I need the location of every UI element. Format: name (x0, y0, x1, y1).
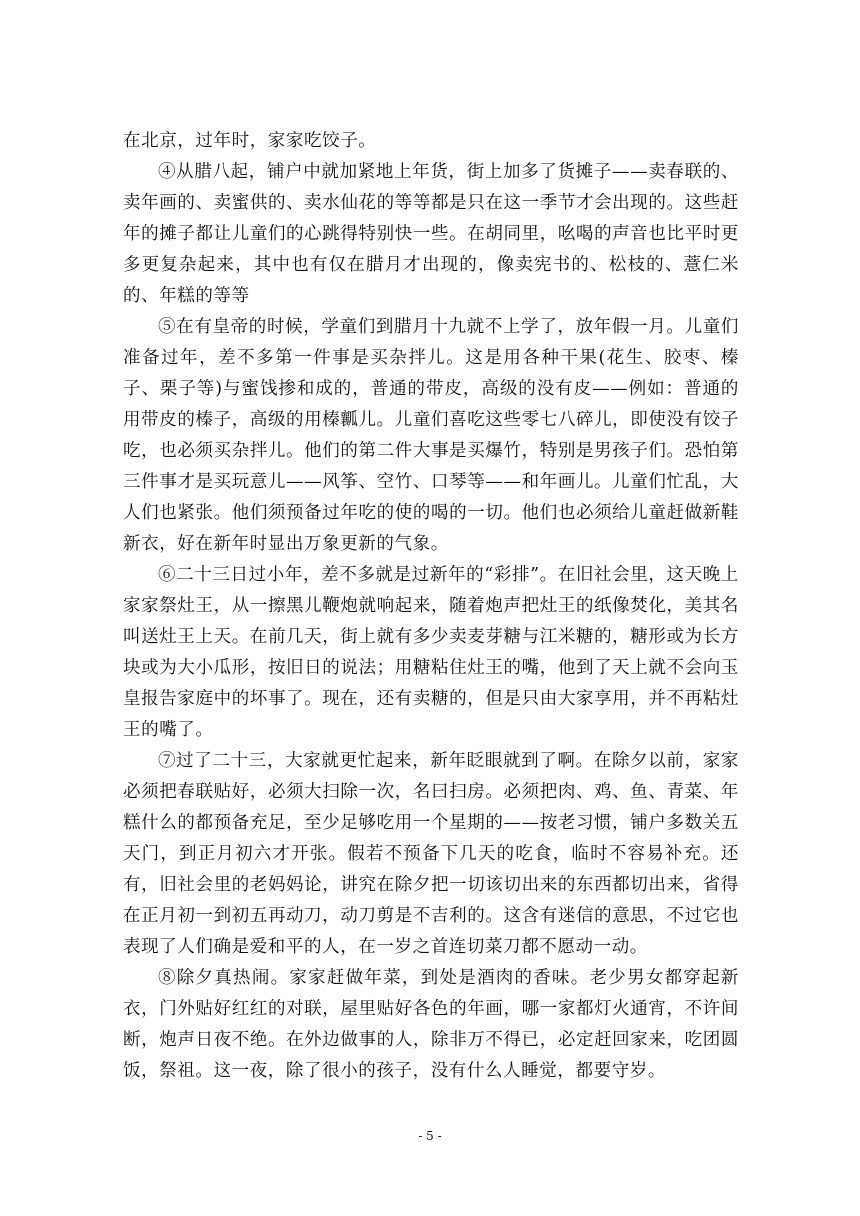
page-number: - 5 - (418, 1129, 442, 1143)
article-body (123, 126, 739, 1087)
paragraph-7: ⑦过了二十三，大家就更忙起来，新年眨眼就到了啊。在除夕以前，家家必须把春联贴好，必须大扫除一次，名曰扫房。必须把肉、鸡、鱼、青菜、年糕什么的都预备充足，至少足够吃用一个星期的——按老习惯，铺户多数关五天门，到正月初六才开张。假若不预备下几天的吃食，临时不容易补充。还有，旧社会里的老妈妈论，讲究在除夕把一切该切出来的东西都切出来，省得在正月初一到初五再动刀，动刀剪是不吉利的。这含有迷信的意思，不过它也表现了人们确是爱和平的人，在一岁之首连切菜刀都不愿动一动。 (123, 751, 739, 957)
paragraph-intro: 在北京，过年时，家家吃饺子。 (123, 131, 377, 151)
paragraph-4: ④从腊八起，铺户中就加紧地上年货，街上加多了货摊子——卖春联的、卖年画的、卖蜜供的、卖水仙花的等等都是只在这一季节才会出现的。这些赶年的摊子都让儿童们的心跳得特别快一些。在胡同里，吆喝的声音也比平时更多更复杂起来，其中也有仅在腊月才出现的，像卖宪书的、松枝的、薏仁米的、年糕的等等 (123, 162, 739, 306)
paragraph-6: ⑥二十三日过小年，差不多就是过新年的“彩排”。在旧社会里，这天晚上家家祭灶王，从一擦黑儿鞭炮就响起来，随着炮声把灶王的纸像焚化，美其名叫送灶王上天。在前几天，街上就有多少卖麦芽糖与江米糖的，糖形或为长方块或为大小瓜形，按旧日的说法；用糖粘住灶王的嘴，他到了天上就不会向玉皇报告家庭中的坏事了。现在，还有卖糖的，但是只由大家享用，并不再粘灶王的嘴了。 (123, 565, 739, 740)
paragraph-8: ⑧除夕真热闹。家家赶做年菜，到处是酒肉的香味。老少男女都穿起新衣，门外贴好红红的对联，屋里贴好各色的年画，哪一家都灯火通宵，不许间断，炮声日夜不绝。在外边做事的人，除非万不得已，必定赶回家来，吃团圆饭，祭祖。这一夜，除了很小的孩子，没有什么人睡觉，都要守岁。 (123, 968, 739, 1081)
paragraph-5: ⑤在有皇帝的时候，学童们到腊月十九就不上学了，放年假一月。儿童们准备过年，差不多第一件事是买杂拌儿。这是用各种干果(花生、胶枣、榛子、栗子等)与蜜饯掺和成的，普通的带皮，高级的没有皮——例如：普通的用带皮的榛子，高级的用榛瓤儿。儿童们喜吃这些零七八碎儿，即使没有饺子吃，也必须买杂拌儿。他们的第二件大事是买爆竹，特别是男孩子们。恐怕第三件事才是买玩意儿——风筝、空竹、口琴等——和年画儿。儿童们忙乱，大人们也紧张。他们须预备过年吃的使的喝的一切。他们也必须给儿童赶做新鞋新衣，好在新年时显出万象更新的气象。 (123, 317, 739, 554)
